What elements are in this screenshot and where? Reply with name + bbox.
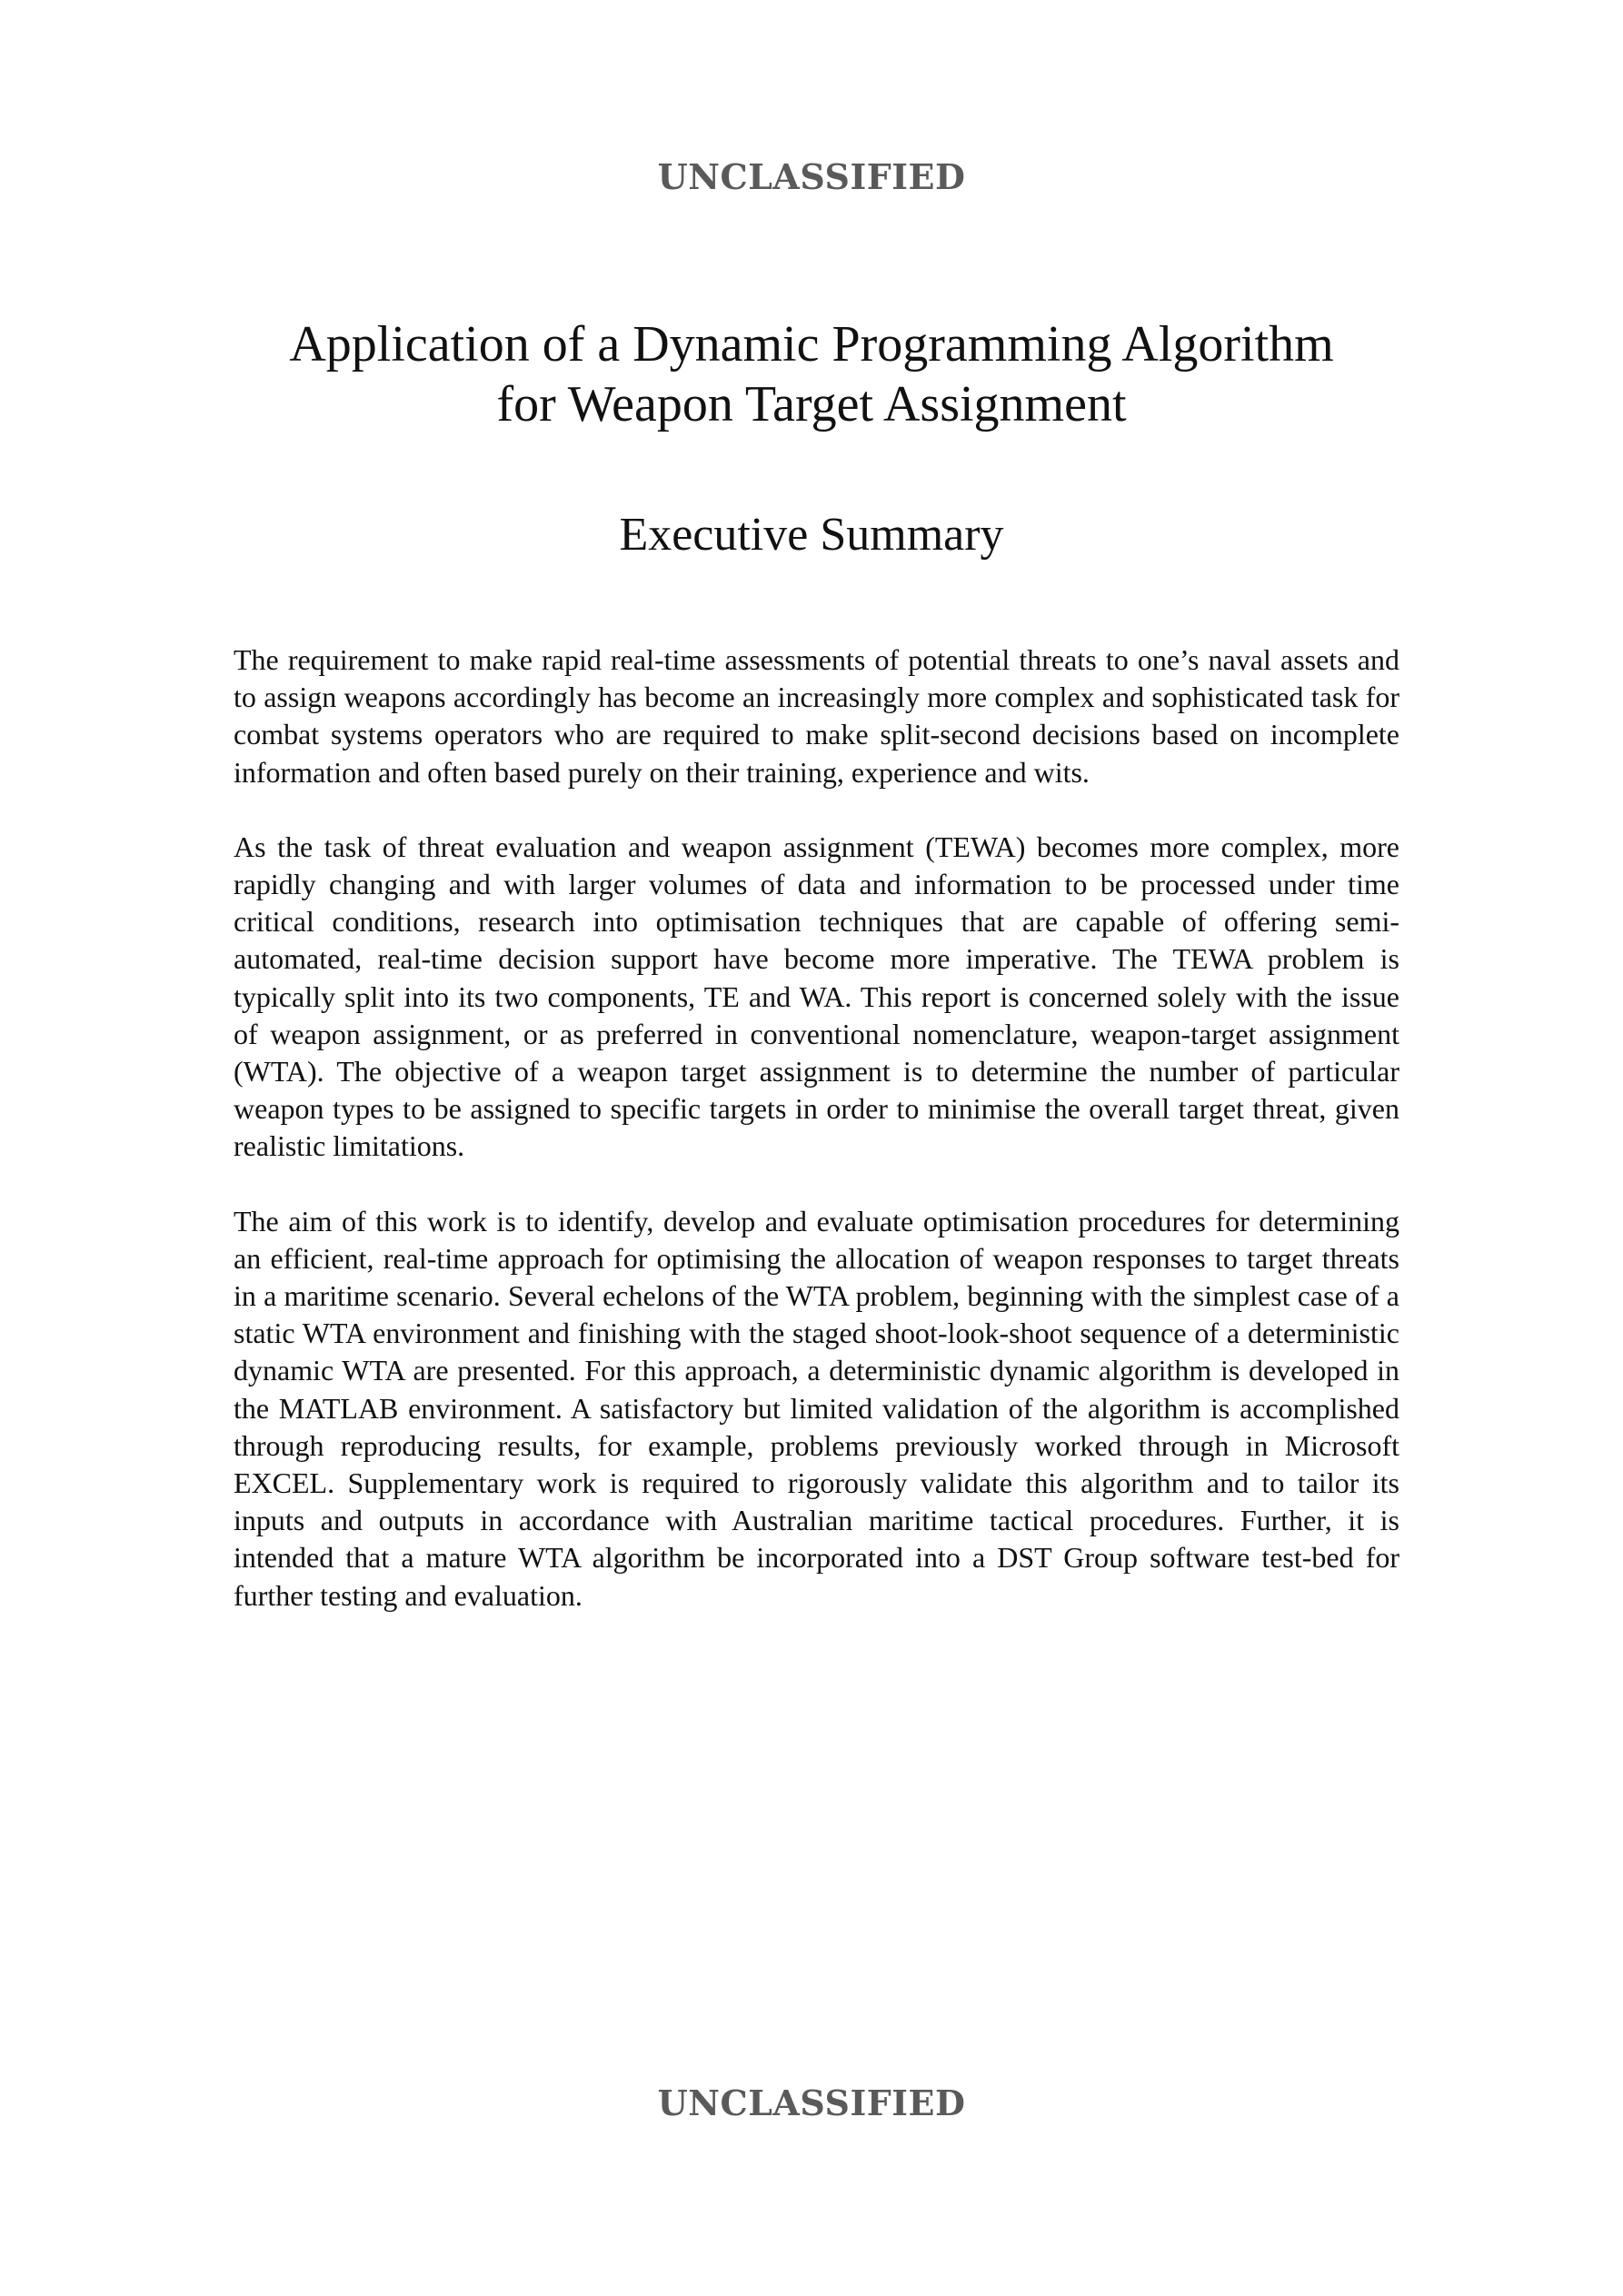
section-heading: Executive Summary [619, 509, 1004, 561]
summary-paragraph-2: As the task of threat evaluation and weapon assignment (TEWA) becomes more complex, more rapidly changing and with larger volumes of data and information to be processed under time critical conditions, research into optimisation techniques that are capable of offering semi-automated, real-time decision support have become more imperative. The TEWA problem is typically split into its two components, TE and WA. This report is concerned solely with the issue of weapon assignment, or as preferred in conventional nomenclature, weapon-target assignment (WTA). The objective of a weapon target assignment is to determine the number of particular weapon types to be assigned to specific targets in order to minimise the overall target threat, given realistic limitations. [234, 830, 1399, 1163]
summary-paragraph-3: The aim of this work is to identify, develop and evaluate optimisation procedures for determining an efficient, real-time approach for optimising the allocation of weapon responses to target threats in a maritime scenario. Several echelons of the WTA problem, beginning with the simplest case of a static WTA environment and finishing with the staged shoot-look-shoot sequence of a deterministic dynamic WTA are presented. For this approach, a deterministic dynamic algorithm is developed in the MATLAB environment. A satisfactory but limited validation of the algorithm is accomplished through reproducing results, for example, problems previously worked through in Microsoft EXCEL. Supplementary work is required to rigorously validate this algorithm and to tailor its inputs and outputs in accordance with Australian maritime tactical procedures. Further, it is intended that a mature WTA algorithm be incorporated into a DST Group software test-bed for further testing and evaluation. [234, 1204, 1399, 1612]
document-title [0, 314, 1623, 434]
document-title-line-2: for Weapon Target Assignment [496, 376, 1127, 432]
summary-body [234, 641, 1399, 1652]
classification-header: UNCLASSIFIED [657, 156, 966, 197]
summary-paragraph-1: The requirement to make rapid real-time assessments of potential threats to one’s naval assets and to assign weapons accordingly has become an increasingly more complex and sophisticated task for combat systems operators who are required to make split-second decisions based on incomplete information and often based purely on their training, experience and wits. [234, 643, 1399, 789]
classification-footer: UNCLASSIFIED [657, 2082, 966, 2123]
document-title-line-1: Application of a Dynamic Programming Algorithm [289, 316, 1334, 373]
